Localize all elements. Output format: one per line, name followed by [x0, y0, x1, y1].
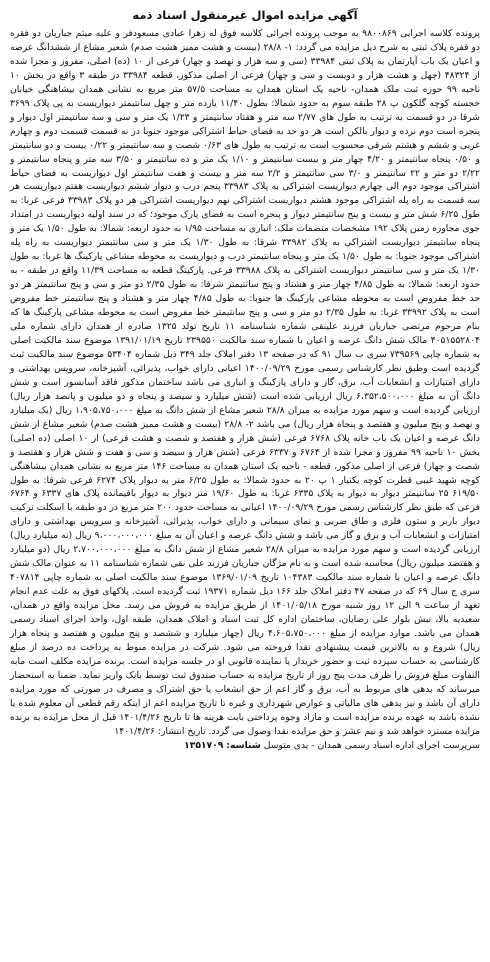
footer-id-label: شناسه:: [226, 739, 261, 751]
footer-signature: سرپرست اجرای اداره اسناد رسمی همدان - یدی متوسل: [263, 739, 480, 751]
notice-title: آگهی مزایده اموال غیرمنقول اسناد ذمه: [132, 8, 358, 22]
notice-footer: [10, 739, 480, 753]
notice-body: [10, 27, 480, 739]
notice-paragraph: پرونده کلاسه اجرایی ۹۸۰۰۸۶۹ به موجب پرونده اجرائی کلاسه فوق له زهرا عبادی مسعودفر و علیه میثم جباریان دو فقره دو قفره پلاک ثبتی به شرح ذیل مزایده می گردد: ۱- ۲۸/۸ (بیست و هشت ممیز هشت صدم) شعیر مشاع از ششدانگ عرصه و اعیان یک باب آپارتمان به پلاک ثبتی ۳۳۹۸۴ (سی و سه هزار و نهصد و چهار) فرعی از ۱۰ (ده) اصلی، مفروز و مجزا شده از ۴۸۳۲۴ (چهل و هشت هزار و دویست و سی و چهار) فرعی از اصلی مذکور، قطعه ۳۳۹۸۴ در طبقه ۳ واقع در بخش ۱۰ ناحیه ۹۹ حوزه ثبت ملک همدان- ناحیه یک استان همدان به مساحت ۵۷/۵ متر مربع به نشانی همدان بیشاهنگی خیابان خجسته کوچه گلکون پ ۲۸ طبقه سوم به حدود شمالا: بطول ۱۱/۴۰ یازده متر و چهل سانتیمتر دیواریست به پی پلاک ۳۶۹۹ شرقا در دو قسمت به ترتیب به طول های ۲/۷۷ سه متر و هفتاد سانتیمتر و ۱/۲۳ یک متر و سی و سه سانتیمتر اول دیوار و پنجره است دوم نرده و دیوار بالکن است هر دو حد به فضای حیاط اشتراکی موجود جنوبا در نه قسمت قسمت دوم و چهارم غربی و ششم و هشتم شرقی محسوب است به ترتیب به طول های ۰/۶۳ شصت و سه سانتیمتر و ۰/۲۲ بیست و دو سانتیمتر و ۰/۵۰ پنجاه سانتیمتر و ۴/۲۰ چهار متر و بیست سانتیمتر و ۱/۱۰ یک متر و ده سانتیمتر و ۳/۵۰ سه متر و پنجاه سانتیمتر و ۲/۲۲ دو متر و ۲۲ سانتیمتر و ۳/۰ سی سانتیمتر و ۲/۲ سه متر و بیست و هفت سانتیمتر اول دیواریست به فضای حیاط اشتراکی موجود دوم الی چهارم دیواریست اشتراکی به پلاک ۳۳۹۸۳ پنجم درب و دیوار ششم دیواریست هفتم دیواریست هر سه قسمت به راه پله اشتراکی موجود هشتم دیواریست اشتراکی نهم دیواریست اشتراکی هر دو پلاک ۳۳۹۸۳ فرعی غربا: به طول ۶/۲۵ شش متر و بیست و پنج سانتیمتر دیوار و پنجره است به فضای پارک موجود؛ که در سند اولیه دیواریست در امتداد جوی مجاوره زمین پلاک ۱۹۲ مشخصات منضمات ملک: انباری به مساحت ۱/۹۵ به حدود اربعه: شمالا: به طول ۱/۵۰ یک متر و پنجاه سانتیمتر دیواریست اشتراکی به پلاک ۳۳۹۸۲ شرقا: به طول ۱/۳۰ یک متر و سی سانتیمتر دیواریست به راه پله اشتراکی موجود جنوبا: به طول ۱/۵۰ یک متر و پنجاه سانتیمتر درب و دیواریست به محوطه مشاعی پارکینگ ها غربا: به طول ۱/۳۰ یک متر و سی سانتیمتر دیواریست اشتراکی به پلاک ۳۳۹۸۸ فرعی. پارکینگ قطعه به مساحت ۱۱/۳۹ واقع در طبقه - به حدود اربعه: شمالا: به طول ۴/۸۵ چهار متر و هشتاد و پنج سانتیمتر شرقا: به طول ۲/۳۵ دو متر و سی و پنج سانتیمتر هر دو حد خط مفروض است به محوطه مشاعی پارکینگ ها جنوبا: به طول ۴/۸۵ چهار متر و هشتاد و پنج سانتیمتر خط مفروض است به پلاک ۳۳۹۹۲ غربا: به طول ۲/۳۵ دو متر و سی و پنج سانتیمتر خط مفروض است به محوطه مشاعی پارکینگ ها که بنام مرحوم مرتضی جباریان فرزند علینقی شماره شناسنامه ۱۱ تاریخ تولد ۱۳۲۵ صادره از همدان دارای شماره ملی ۴۰۵۱۵۵۲۸۰۴ مالک شش دانگ عرصه و اعیان با شماره سند مالکیت ۲۳۹۵۵۰ تاریخ ۱۳۹۱/۰۱/۱۹ موضوع سند مالکیت اصلی به شماره چاپی ۷۳۹۵۶۹ سری ب سال ۹۱ که در صفحه ۱۳ دفتر املاک جلد ۳۴۹ ذیل شماره ۵۳۴۰۴ موضوع سند مالکیت ثبت گردیده است وطبق نظر کارشناس رسمی مورخ ۱۴۰۰/۰۹/۲۹ اعیانی دارای خواب، پذیرائی، آشپزخانه، سرویس بهداشتی و دارای امتیازات و انشعابات آب، برق، گاز و دارای پارکینگ و انباری می باشد ساختمان مذکور فاقد آسانسور است و شش دانگ آن به مبلغ ۶،۳۵۲،۵۰۰،۰۰۰ ریال ارزیابی شده است (شش میلیارد و سیصد و پنجاه و دو میلیون و پانصد هزار ریال) ارزیابی گردیده است و سهم مورد مزایده به میزان ۲۸/۸ شعیر مشاع از شش دانگ به مبلغ ۱،۹۰۵،۷۵۰،۰۰۰ ریال (یک میلیارد و نهصد و پنج میلیون و هفتصد و پنجاه هزار ریال) می باشد ۲- ۲۸/۸ (بیست و هشت ممیز هشت صدم) شعیر مشاع از شش دانگ عرصه و اعیان یک باب خانه پلاک ۶۷۶۸ فرعی (شش هزار و هفتصد و شصت و هشت فرعی) از ۱۰ اصلی (ده اصلی) بخش ۱۰ ناحیه ۹۹ مفروز و مجزا شده از ۶۷۶۴ و ۶۳۳۷ فرعی (شش هزار و سیصد و سی و هفت و شش هزار و هفتصد و شصت و چهار) فرعی از اصلی مذکور، قطعه - ناحیه یک استان همدان به مساحت ۱۴۶ متر مربع به نشانی همدان بیشاهنگی کوچه شهید غیبی قطرت کوچه یکتیار ۱ پ ۲۰ به حدود شمالا: به طول ۶/۲۵ متر به دیوار پلاک ۶۲۷۴ فرعی شرقا: به طول ۶۱۹/۵۰ ۲۵ سانتیمتر دیوار به دیوار به پلاک ۶۳۳۵ غربا: به طول ۱۹/۶۰ متر دیوار به دیوار باقیمانده پلاک های ۶۳۳۷ و ۶۷۶۴ فرعی که طبق نظر کارشناس رسمی مورخ ۱۴۰۰/۰۹/۲۹ اعیانی به مساحت حدود ۲۰۰ متر مربع در دو طبقه با اسکلت ترکیب دیوار باربر و ستون فلزی و طاق ضربی و نمای سیمانی و دارای خواب، پذیرائی، آشپزخانه و سرویس بهداشتی و دارای امتیازات و انشعابات آب و برق و گاز می باشد و شش دانگ عرصه و اعیان آن به مبلغ ۹،۰۰۰،۰۰۰،۰۰۰ ریال (نه میلیارد ریال) ارزیابی گردیده است و سهم مورد مزایده به میزان ۲۸/۸ شعیر مشاع از شش دانگ به مبلغ ۲،۷۰۰،۰۰۰،۰۰۰ ریال (دو میلیارد و هفتصد میلیون ریال) محاسبه شده است و به نام مژگان جباریان فرزند علی نقی شماره شناسنامه ۱۱ به عنوان مالک شش دانگ عرصه و اعیان با شماره سند مالکیت ۱۰۴۳۸۳ تاریخ ۱۳۶۹/۰۱/۰۹ موضوع سند مالکیت اصلی به شماره چاپی ۴۰۷۸۱۴ سری ج سال ۶۹ که در صفحه ۴۷ دفتر املاک جلد ۱۶۶ ذیل شماره ۱۹۳۷۱ ثبت گردیده است. پلاکهای فوق به علت عدم انجام تعهد از ساعت ۹ الی ۱۲ روز شنبه مورخ ۱۴۰۱/۰۵/۱۸ از طریق مزایده به فروش می رسد. محل مزایده واقع در همدان، سعیدیه بالا، نبش بلوار علی رضایان، ساختمان اداره کل ثبت اسناد و املاک همدان، طبقه اول، واحد اجرای اسناد رسمی همدان می باشد. موارد مزایده از مبلغ ۴،۶۰۵،۷۵۰،۰۰۰ ریال (چهار میلیارد و ششصد و پنج میلیون و هفتصد و پنجاه هزار ریال) شروع و به بالاترین قیمت پیشنهادی نقدا فروخته می شود. شرکت در مزایده منوط به پرداخت ده درصد از مبلغ کارشناسی به حساب سپرده ثبت و حضور خریدار یا نماینده قانونی او در جلسه مزایده است. برنده مزایده مکلف است مابه التفاوت مبلغ فروش را ظرف مدت پنج روز از تاریخ مزایده به حساب صندوق ثبت توسط بانک واریز نماید. ضمنا به استحضار میرساند که بدهی های مربوط به آب، برق و گاز اعم از حق انشعاب یا حق اشتراک و مصرف در صورتی که مورد مزایده دارای آن باشد و نیز بدهی های مالیاتی و عوارض شهرداری و غیره تا تاریخ مزایده اعم از اینکه رقم قطعی آن معلوم شده یا نشده باشد به عهده برنده مزایده است و مازاد وجوه پرداختی بابت هزینه ها تا تاریخ ۱۴۰۱/۴/۲۶ قبل از محل مزایده به برنده مزایده مسترد خواهد شد و نیم عشر و حق مزایده نقدا وصول می گردد. تاریخ انتشار: ۱۴۰۱/۴/۲۶: [10, 28, 481, 737]
footer-id-value: ۱۳۵۱۷۰۹: [184, 739, 224, 751]
